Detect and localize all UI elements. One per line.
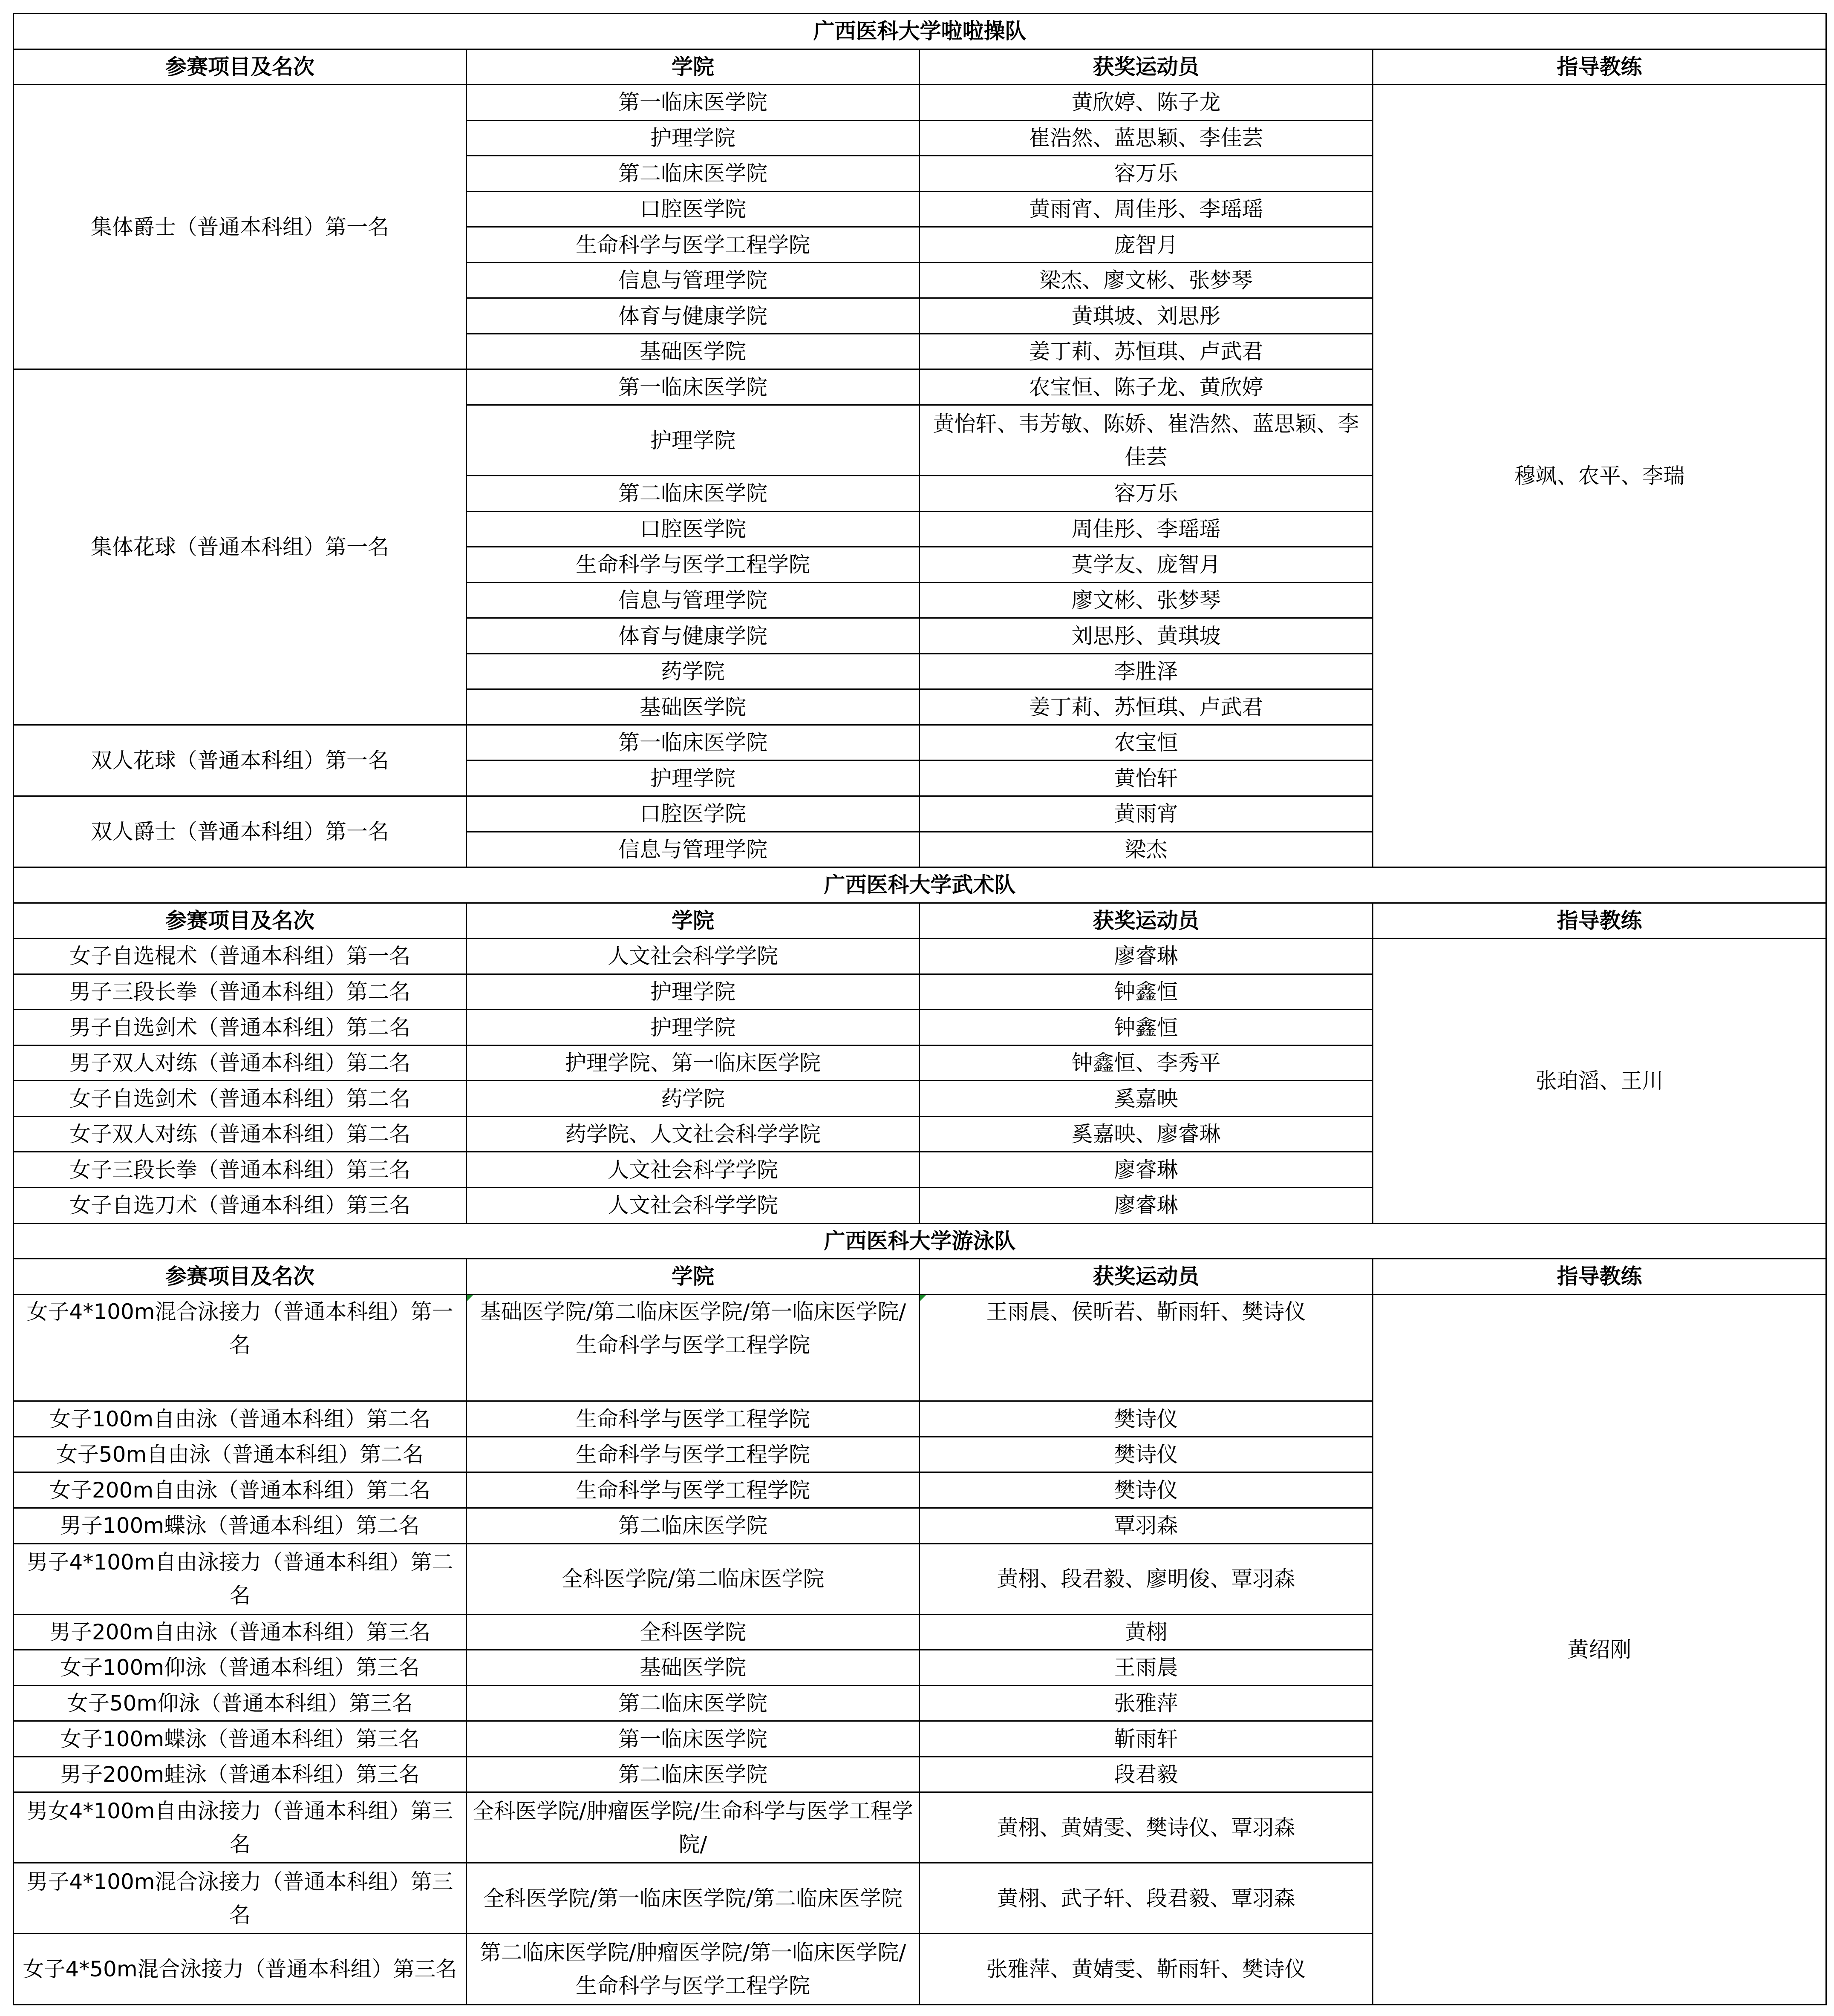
header-athletes: 获奖运动员 (920, 1259, 1373, 1295)
college-cell: 第二临床医学院 (467, 1508, 920, 1544)
athletes-cell: 周佳彤、李瑶瑶 (920, 511, 1373, 547)
athletes-cell: 奚嘉映、廖睿琳 (920, 1116, 1373, 1152)
event-cell: 女子50m仰泳（普通本科组）第三名 (14, 1685, 467, 1721)
event-cell: 女子双人对练（普通本科组）第二名 (14, 1116, 467, 1152)
header-event: 参赛项目及名次 (14, 1259, 467, 1295)
coach-cell: 穆飒、农平、李瑞 (1373, 85, 1826, 867)
college-cell: 第一临床医学院 (467, 369, 920, 405)
college-cell: 基础医学院/第二临床医学院/第一临床医学院/生命科学与医学工程学院 (467, 1294, 920, 1401)
college-cell: 第一临床医学院 (467, 1721, 920, 1757)
header-college: 学院 (467, 1259, 920, 1295)
athletes-cell: 黄栩 (920, 1614, 1373, 1650)
college-cell: 体育与健康学院 (467, 618, 920, 654)
event-cell: 女子100m蝶泳（普通本科组）第三名 (14, 1721, 467, 1757)
college-cell: 第二临床医学院/肿瘤医学院/第一临床医学院/生命科学与医学工程学院 (467, 1934, 920, 2005)
athletes-cell: 樊诗仪 (920, 1401, 1373, 1437)
college-cell: 信息与管理学院 (467, 262, 920, 298)
event-cell: 女子50m自由泳（普通本科组）第二名 (14, 1437, 467, 1472)
college-cell: 护理学院、第一临床医学院 (467, 1045, 920, 1081)
athletes-cell: 崔浩然、蓝思颖、李佳芸 (920, 120, 1373, 156)
awards-table (13, 13, 1827, 2005)
event-cell: 集体爵士（普通本科组）第一名 (14, 85, 467, 369)
event-cell: 男子4*100m混合泳接力（普通本科组）第三名 (14, 1863, 467, 1934)
athletes-cell: 梁杰 (920, 832, 1373, 867)
college-cell: 第一临床医学院 (467, 725, 920, 760)
event-cell: 集体花球（普通本科组）第一名 (14, 369, 467, 725)
athletes-cell: 庞智月 (920, 227, 1373, 263)
event-cell: 男子4*100m自由泳接力（普通本科组）第二名 (14, 1544, 467, 1614)
college-cell: 人文社会科学学院 (467, 939, 920, 974)
athletes-cell: 容万乐 (920, 156, 1373, 192)
college-cell: 人文社会科学学院 (467, 1152, 920, 1188)
athletes-cell: 覃羽森 (920, 1508, 1373, 1544)
section-title: 广西医科大学武术队 (14, 867, 1826, 903)
event-cell: 男子自选剑术（普通本科组）第二名 (14, 1010, 467, 1045)
table-row (14, 85, 1826, 121)
section-title: 广西医科大学游泳队 (14, 1223, 1826, 1259)
event-cell: 双人爵士（普通本科组）第一名 (14, 796, 467, 867)
athletes-cell: 钟鑫恒、李秀平 (920, 1045, 1373, 1081)
college-cell: 药学院 (467, 1081, 920, 1117)
athletes-cell: 黄雨宵、周佳彤、李瑶瑶 (920, 191, 1373, 227)
event-cell: 男子双人对练（普通本科组）第二名 (14, 1045, 467, 1081)
athletes-cell: 农宝恒、陈子龙、黄欣婷 (920, 369, 1373, 405)
header-coach: 指导教练 (1373, 903, 1826, 939)
college-cell: 第二临床医学院 (467, 1685, 920, 1721)
event-cell: 女子100m自由泳（普通本科组）第二名 (14, 1401, 467, 1437)
event-cell: 男子100m蝶泳（普通本科组）第二名 (14, 1508, 467, 1544)
college-cell: 体育与健康学院 (467, 298, 920, 334)
athletes-cell: 廖睿琳 (920, 1152, 1373, 1188)
table-row (14, 1294, 1826, 1401)
college-cell: 护理学院 (467, 760, 920, 796)
event-cell: 男女4*100m自由泳接力（普通本科组）第三名 (14, 1792, 467, 1863)
event-cell: 女子自选棍术（普通本科组）第一名 (14, 939, 467, 974)
college-cell: 药学院 (467, 654, 920, 689)
athletes-cell: 樊诗仪 (920, 1437, 1373, 1472)
event-cell: 男子200m蛙泳（普通本科组）第三名 (14, 1757, 467, 1792)
athletes-cell: 廖睿琳 (920, 1188, 1373, 1224)
section-title-row (14, 867, 1826, 903)
header-row (14, 1259, 1826, 1295)
athletes-cell: 王雨晨、侯昕若、靳雨轩、樊诗仪 (920, 1294, 1373, 1401)
college-cell: 全科医学院 (467, 1614, 920, 1650)
college-cell: 护理学院 (467, 974, 920, 1010)
college-cell: 全科医学院/第一临床医学院/第二临床医学院 (467, 1863, 920, 1934)
college-cell: 第二临床医学院 (467, 1757, 920, 1792)
athletes-cell: 段君毅 (920, 1757, 1373, 1792)
athletes-cell: 黄欣婷、陈子龙 (920, 85, 1373, 121)
athletes-cell: 樊诗仪 (920, 1472, 1373, 1508)
event-cell: 女子三段长拳（普通本科组）第三名 (14, 1152, 467, 1188)
college-cell: 药学院、人文社会科学学院 (467, 1116, 920, 1152)
header-event: 参赛项目及名次 (14, 49, 467, 85)
header-coach: 指导教练 (1373, 1259, 1826, 1295)
event-cell: 男子200m自由泳（普通本科组）第三名 (14, 1614, 467, 1650)
athletes-cell: 容万乐 (920, 476, 1373, 512)
event-cell: 女子4*100m混合泳接力（普通本科组）第一名 (14, 1294, 467, 1401)
college-cell: 生命科学与医学工程学院 (467, 1401, 920, 1437)
athletes-cell: 李胜泽 (920, 654, 1373, 689)
event-cell: 女子4*50m混合泳接力（普通本科组）第三名 (14, 1934, 467, 2005)
college-cell: 全科医学院/第二临床医学院 (467, 1544, 920, 1614)
college-cell: 护理学院 (467, 405, 920, 476)
athletes-cell: 靳雨轩 (920, 1721, 1373, 1757)
header-row (14, 903, 1826, 939)
college-cell: 人文社会科学学院 (467, 1188, 920, 1224)
athletes-cell: 王雨晨 (920, 1650, 1373, 1686)
event-cell: 女子自选刀术（普通本科组）第三名 (14, 1188, 467, 1224)
college-cell: 生命科学与医学工程学院 (467, 1437, 920, 1472)
athletes-cell: 钟鑫恒 (920, 974, 1373, 1010)
college-cell: 护理学院 (467, 120, 920, 156)
athletes-cell: 莫学友、庞智月 (920, 547, 1373, 583)
event-cell: 女子200m自由泳（普通本科组）第二名 (14, 1472, 467, 1508)
athletes-cell: 黄栩、段君毅、廖明俊、覃羽森 (920, 1544, 1373, 1614)
college-cell: 基础医学院 (467, 1650, 920, 1686)
college-cell: 生命科学与医学工程学院 (467, 1472, 920, 1508)
college-cell: 生命科学与医学工程学院 (467, 547, 920, 583)
table-row (14, 939, 1826, 974)
event-cell: 女子自选剑术（普通本科组）第二名 (14, 1081, 467, 1117)
header-coach: 指导教练 (1373, 49, 1826, 85)
college-cell: 口腔医学院 (467, 191, 920, 227)
athletes-cell: 姜丁莉、苏恒琪、卢武君 (920, 689, 1373, 725)
athletes-cell: 钟鑫恒 (920, 1010, 1373, 1045)
athletes-cell: 黄怡轩、韦芳敏、陈娇、崔浩然、蓝思颖、李佳芸 (920, 405, 1373, 476)
athletes-cell: 奚嘉映 (920, 1081, 1373, 1117)
header-row (14, 49, 1826, 85)
athletes-cell: 黄怡轩 (920, 760, 1373, 796)
event-cell: 双人花球（普通本科组）第一名 (14, 725, 467, 796)
section-title: 广西医科大学啦啦操队 (14, 14, 1826, 49)
college-cell: 信息与管理学院 (467, 832, 920, 867)
college-cell: 基础医学院 (467, 689, 920, 725)
college-cell: 基础医学院 (467, 334, 920, 369)
college-cell: 生命科学与医学工程学院 (467, 227, 920, 263)
college-cell: 护理学院 (467, 1010, 920, 1045)
athletes-cell: 梁杰、廖文彬、张梦琴 (920, 262, 1373, 298)
section-title-row (14, 14, 1826, 49)
college-cell: 第一临床医学院 (467, 85, 920, 121)
college-cell: 全科医学院/肿瘤医学院/生命科学与医学工程学院/ (467, 1792, 920, 1863)
athletes-cell: 廖睿琳 (920, 939, 1373, 974)
athletes-cell: 张雅萍、黄婧雯、靳雨轩、樊诗仪 (920, 1934, 1373, 2005)
athletes-cell: 黄栩、武子轩、段君毅、覃羽森 (920, 1863, 1373, 1934)
athletes-cell: 姜丁莉、苏恒琪、卢武君 (920, 334, 1373, 369)
athletes-cell: 张雅萍 (920, 1685, 1373, 1721)
athletes-cell: 黄栩、黄婧雯、樊诗仪、覃羽森 (920, 1792, 1373, 1863)
header-college: 学院 (467, 49, 920, 85)
college-cell: 口腔医学院 (467, 796, 920, 832)
header-athletes: 获奖运动员 (920, 903, 1373, 939)
athletes-cell: 黄琪坡、刘思彤 (920, 298, 1373, 334)
athletes-cell: 黄雨宵 (920, 796, 1373, 832)
coach-cell: 黄绍刚 (1373, 1294, 1826, 2004)
athletes-cell: 廖文彬、张梦琴 (920, 582, 1373, 618)
coach-cell: 张珀滔、王川 (1373, 939, 1826, 1223)
college-cell: 第二临床医学院 (467, 156, 920, 192)
athletes-cell: 农宝恒 (920, 725, 1373, 760)
header-event: 参赛项目及名次 (14, 903, 467, 939)
event-cell: 男子三段长拳（普通本科组）第二名 (14, 974, 467, 1010)
college-cell: 信息与管理学院 (467, 582, 920, 618)
college-cell: 第二临床医学院 (467, 476, 920, 512)
event-cell: 女子100m仰泳（普通本科组）第三名 (14, 1650, 467, 1686)
athletes-cell: 刘思彤、黄琪坡 (920, 618, 1373, 654)
header-college: 学院 (467, 903, 920, 939)
header-athletes: 获奖运动员 (920, 49, 1373, 85)
college-cell: 口腔医学院 (467, 511, 920, 547)
section-title-row (14, 1223, 1826, 1259)
